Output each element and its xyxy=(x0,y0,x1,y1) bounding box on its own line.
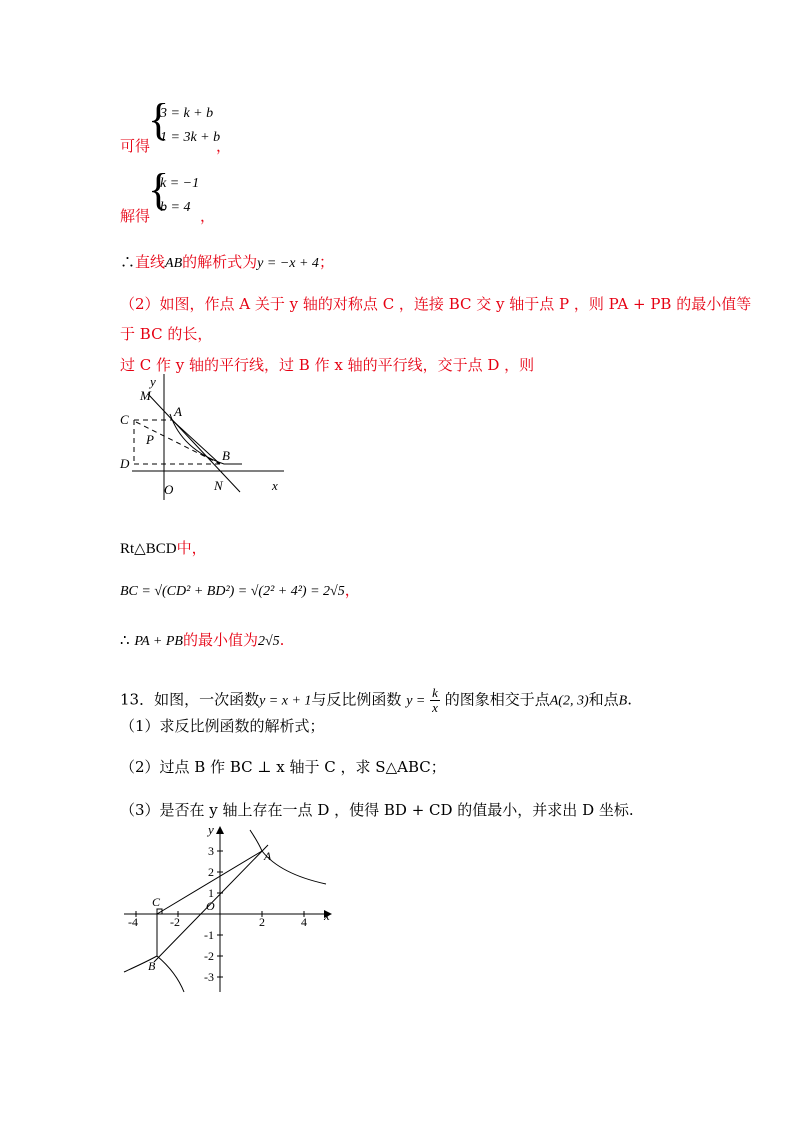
system2-eq2: b = 4 xyxy=(160,200,191,215)
fig1-label-c: C xyxy=(120,412,129,427)
line-ab-text2: 的解析式为 xyxy=(182,253,258,271)
minimum-suffix: . xyxy=(279,631,285,649)
line-ab-suffix: ； xyxy=(318,253,334,271)
system2-prefix: 解得 xyxy=(120,207,151,225)
fig2-label-a: A xyxy=(264,849,272,863)
therefore-symbol: ∴ xyxy=(120,253,136,271)
minimum-therefore: ∴ xyxy=(120,631,130,649)
minimum-text: 的最小值为 xyxy=(182,631,258,649)
problem13-stem-a: 13．如图，一次函数 xyxy=(120,690,260,709)
fig1-label-d: D xyxy=(120,456,130,471)
problem13-point-b: B xyxy=(618,693,628,709)
minimum-value: 2√5 xyxy=(257,634,280,649)
system1-suffix: ， xyxy=(216,137,232,155)
fraction-denominator: x xyxy=(432,700,438,715)
fig2-ytick-neg2: -2 xyxy=(204,949,214,963)
rt-triangle-line xyxy=(120,538,207,559)
fig2-xtick-neg4: -4 xyxy=(128,915,138,929)
problem13-stem-b: 与反比例函数 xyxy=(311,690,402,709)
fig1-label-a: A xyxy=(174,404,182,419)
bc-formula-line xyxy=(120,580,360,602)
bc-formula-suffix: ， xyxy=(344,581,360,599)
brace-2: { xyxy=(148,165,170,214)
line-ab-name: AB xyxy=(165,256,183,271)
problem13-inverse-y: y = xyxy=(406,693,426,709)
fig2-label-c: C xyxy=(152,895,161,909)
line-ab-result xyxy=(120,252,334,274)
fig2-label-x: x xyxy=(324,908,330,923)
bc-formula: BC = √(CD² + BD²) = √(2² + 4²) = 2√5 xyxy=(120,584,345,599)
problem13-q3: （3）是否在 y 轴上存在一点 D ，使得 BD + CD 的值最小，并求出 D 坐标. xyxy=(120,801,634,819)
problem13-stem-end: . xyxy=(627,690,632,709)
fig2-ytick-1: 1 xyxy=(208,886,214,900)
rt-triangle-label: Rt△BCD xyxy=(120,541,177,557)
fig1-label-m: M xyxy=(140,388,151,403)
fig1-label-o: O xyxy=(164,482,174,497)
system2-eq1: k = −1 xyxy=(160,176,200,191)
fig1-label-y: y xyxy=(150,374,156,389)
fig2-ytick-2: 2 xyxy=(208,865,214,879)
fig2-xtick-neg2: -2 xyxy=(170,915,180,929)
fig2-ytick-neg1: -1 xyxy=(204,928,214,942)
fig2-ytick-3: 3 xyxy=(208,844,214,858)
brace-1: { xyxy=(148,95,170,144)
problem13-stem-d: 和点 xyxy=(588,690,619,709)
system1-eq2: 1 = 3k + b xyxy=(160,130,221,145)
fig2-label-b: B xyxy=(148,959,156,973)
fig2-label-o: O xyxy=(206,899,215,913)
line-ab-equation: y = −x + 4 xyxy=(257,256,319,271)
system1-prefix: 可得 xyxy=(120,137,151,155)
fig2-xtick-4: 4 xyxy=(301,915,307,929)
fig2-label-y: y xyxy=(208,822,214,837)
system2-suffix: ， xyxy=(200,207,216,225)
problem13-stem xyxy=(120,686,632,715)
rt-triangle-suffix: 中， xyxy=(176,539,207,557)
part2-line2: 于 BC 的长， xyxy=(120,325,213,343)
fig1-label-x: x xyxy=(272,478,278,493)
problem13-stem-c: 的图象相交于点 xyxy=(444,690,550,709)
problem13-q2: （2）过点 B 作 BC ⊥ x 轴于 C ，求 S△ABC； xyxy=(120,758,446,776)
fig1-label-b: B xyxy=(222,448,230,463)
part2-line1: （2）如图，作点 A 关于 y 轴的对称点 C ，连接 BC 交 y 轴于点 P ，则 PA + PB 的最小值等 xyxy=(120,295,752,313)
problem13-point-a: A(2, 3) xyxy=(549,693,589,709)
minimum-expr: PA + PB xyxy=(134,634,183,649)
figure-1-diagram xyxy=(112,372,292,502)
figure-2-graph xyxy=(118,822,338,994)
line-ab-text1: 直线 xyxy=(135,253,166,271)
fig1-label-n: N xyxy=(214,478,223,493)
fraction-numerator: k xyxy=(432,685,438,700)
problem13-q1: （1）求反比例函数的解析式； xyxy=(120,717,325,735)
minimum-line xyxy=(120,630,284,652)
part2-line3: 过 C 作 y 轴的平行线，过 B 作 x 轴的平行线，交于点 D ，则 xyxy=(120,356,535,374)
system1-eq1: 3 = k + b xyxy=(160,106,214,121)
fig2-ytick-neg3: -3 xyxy=(204,970,214,984)
problem13-fraction xyxy=(430,686,440,715)
fig1-label-p: P xyxy=(146,432,154,447)
fig2-xtick-2: 2 xyxy=(259,915,265,929)
problem13-linear: y = x + 1 xyxy=(259,693,312,709)
